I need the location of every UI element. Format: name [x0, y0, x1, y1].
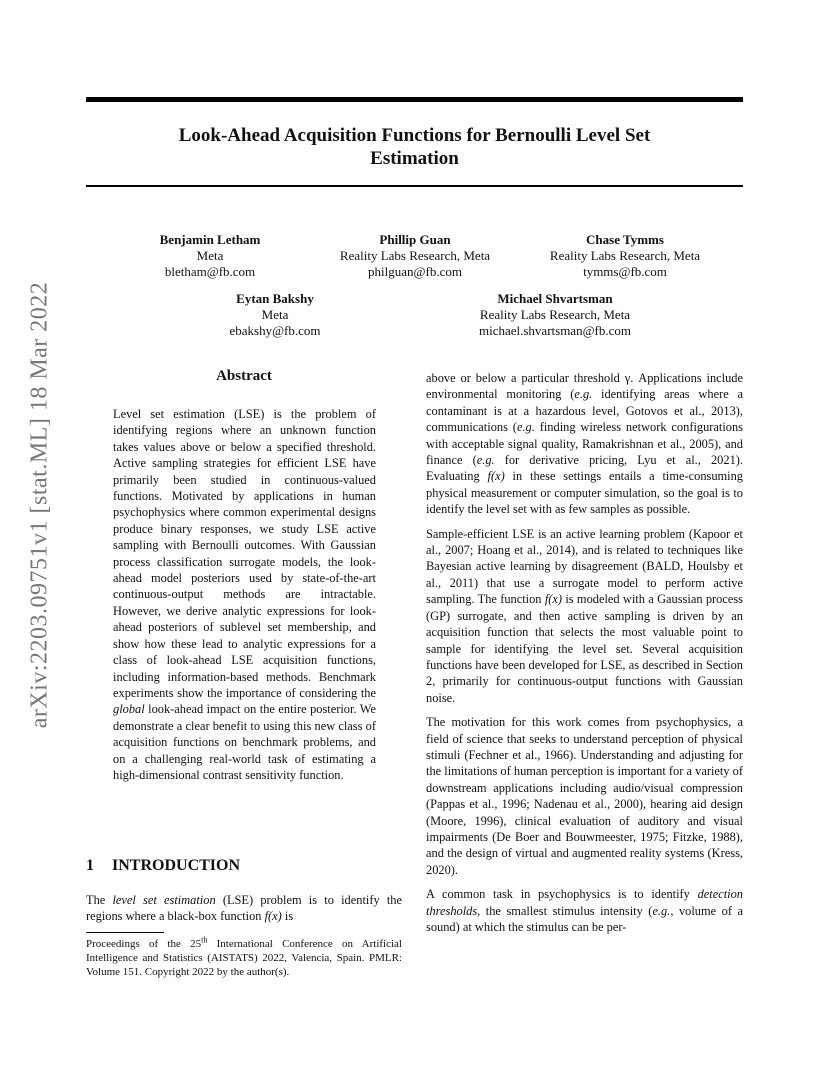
author-email: michael.shvartsman@fb.com — [478, 323, 632, 338]
right-paragraph-4: A common task in psychophysics is to identify detection thresholds, the smallest stimulus intensity (e.g., volume of a sound) at which the stimulus can be per- — [426, 887, 743, 934]
title-line-2: Estimation — [370, 148, 459, 169]
author-affiliation: Reality Labs Research, Meta — [549, 248, 701, 263]
footnote-rule — [86, 932, 164, 933]
section-number: 1 — [86, 857, 94, 874]
author-name: Michael Shvartsman — [497, 291, 613, 306]
right-column — [426, 370, 743, 943]
author-block — [185, 291, 365, 339]
math-f-x: f(x) — [487, 469, 505, 484]
right-paragraph-1: above or below a particular threshold γ. Applications include environmental monitoring (e.g. identifying areas where a contaminant is at a hazardous level, Gotovos et al., 2013), communications (e.g. finding wireless network configurations with acceptable signal quality, Ramakrishnan et al., 2005), and finance (e.g. for derivative pricing, Lyu et al., 2021). Evaluating f(x) in these settings entails a time-consuming physical measurement or computer simulation, so the goal is to identify the level set with as few samples as possible. — [426, 371, 744, 517]
author-email: bletham@fb.com — [164, 264, 256, 279]
author-affiliation: Meta — [261, 307, 289, 322]
author-affiliation: Reality Labs Research, Meta — [339, 248, 491, 263]
author-affiliation: Reality Labs Research, Meta — [479, 307, 631, 322]
right-paragraph-3: The motivation for this work comes from psychophysics, a field of science that seeks to understand perception of physical stimuli (Fechner et al., 1966). Understanding and adjusting for the limitations of human perception is important for a variety of downstream applications including audio/visual compression (Pappas et al., 1996; Nadenau et al., 2000), hearing aid design (Moore, 1996), clinical evaluation of auditory and visual impairments (De Boer and Bouwmeester, 1975; Fitzke, 1988), and the design of virtual and augmented reality systems (Kress, 2020). — [426, 715, 743, 877]
title-rule — [86, 185, 743, 187]
abstract-text: Level set estimation (LSE) is the problem of identifying regions where an unknown function takes values above or below a specified threshold. Active sampling strategies for efficient LSE have primarily been studied in continuous-valued functions. Motivated by applications in human psychophysics where common experimental designs produce binary responses, we study LSE active sampling with Bernoulli outcomes. With Gaussian process classification surrogate models, the look-ahead model posteriors used by state-of-the-art continuous-output methods are intractable. However, we derive analytic expressions for look-ahead posteriors of sublevel set membership, and show how these lead to analytic expressions for a class of look-ahead LSE acquisition functions, including information-based methods. Benchmark experiments show the importance of considering the global look-ahead impact on the entire posterior. We demonstrate a clear benefit to using this new class of acquisition functions on benchmark problems, and on a challenging real-world task of estimating a high-dimensional contrast sensitivity function. — [113, 407, 376, 782]
math-f-x: f(x) — [544, 592, 563, 607]
author-email: philguan@fb.com — [368, 264, 462, 279]
abstract-heading: Abstract — [216, 368, 272, 384]
footnote: Proceedings of the 25th International Conference on Artificial Intelligence and Statistics (AISTATS) 2022, Valencia, Spain. PMLR: Volume 151. Copyright 2022 by the author(s). — [86, 935, 402, 978]
section-heading — [86, 857, 240, 875]
author-name: Eytan Bakshy — [236, 291, 314, 306]
author-email: tymms@fb.com — [583, 264, 667, 279]
top-rule — [86, 97, 743, 102]
author-block — [450, 291, 660, 339]
author-affiliation: Meta — [196, 248, 224, 263]
author-name: Benjamin Letham — [159, 232, 261, 247]
right-paragraph-2: Sample-efficient LSE is an active learning problem (Kapoor et al., 2007; Hoang et al., 2014), and is related to techniques like Bayesian active learning by disagreement (BALD, Houlsby et al., 2011) that use a surrogate model to perform active sampling. The function f(x) is modeled with a Gaussian process (GP) surrogate, and then active sampling is driven by an acquisition function that selects the most valuable point to sample for identifying the level set. Several acquisition functions have been developed for LSE, as described in Section 2, primarily for continuous-output functions with Gaussian noise. — [426, 526, 743, 705]
author-block — [120, 232, 300, 280]
author-email: ebakshy@fb.com — [229, 323, 321, 338]
title-line-1: Look-Ahead Acquisition Functions for Bernoulli Level Set — [178, 125, 651, 146]
emphasis: global — [113, 702, 145, 717]
author-name: Chase Tymms — [586, 232, 664, 247]
paper-title — [86, 124, 743, 170]
intro-paragraph: The level set estimation (LSE) problem is to identify the regions where a black-box function f(x) is — [86, 893, 402, 924]
math-f-x: f(x) — [264, 909, 282, 924]
author-block — [320, 232, 510, 280]
section-title: INTRODUCTION — [112, 857, 241, 874]
author-name: Phillip Guan — [379, 232, 451, 247]
arxiv-stamp: arXiv:2203.09751v1 [stat.ML] 18 Mar 2022 — [26, 281, 53, 729]
author-block — [530, 232, 720, 280]
